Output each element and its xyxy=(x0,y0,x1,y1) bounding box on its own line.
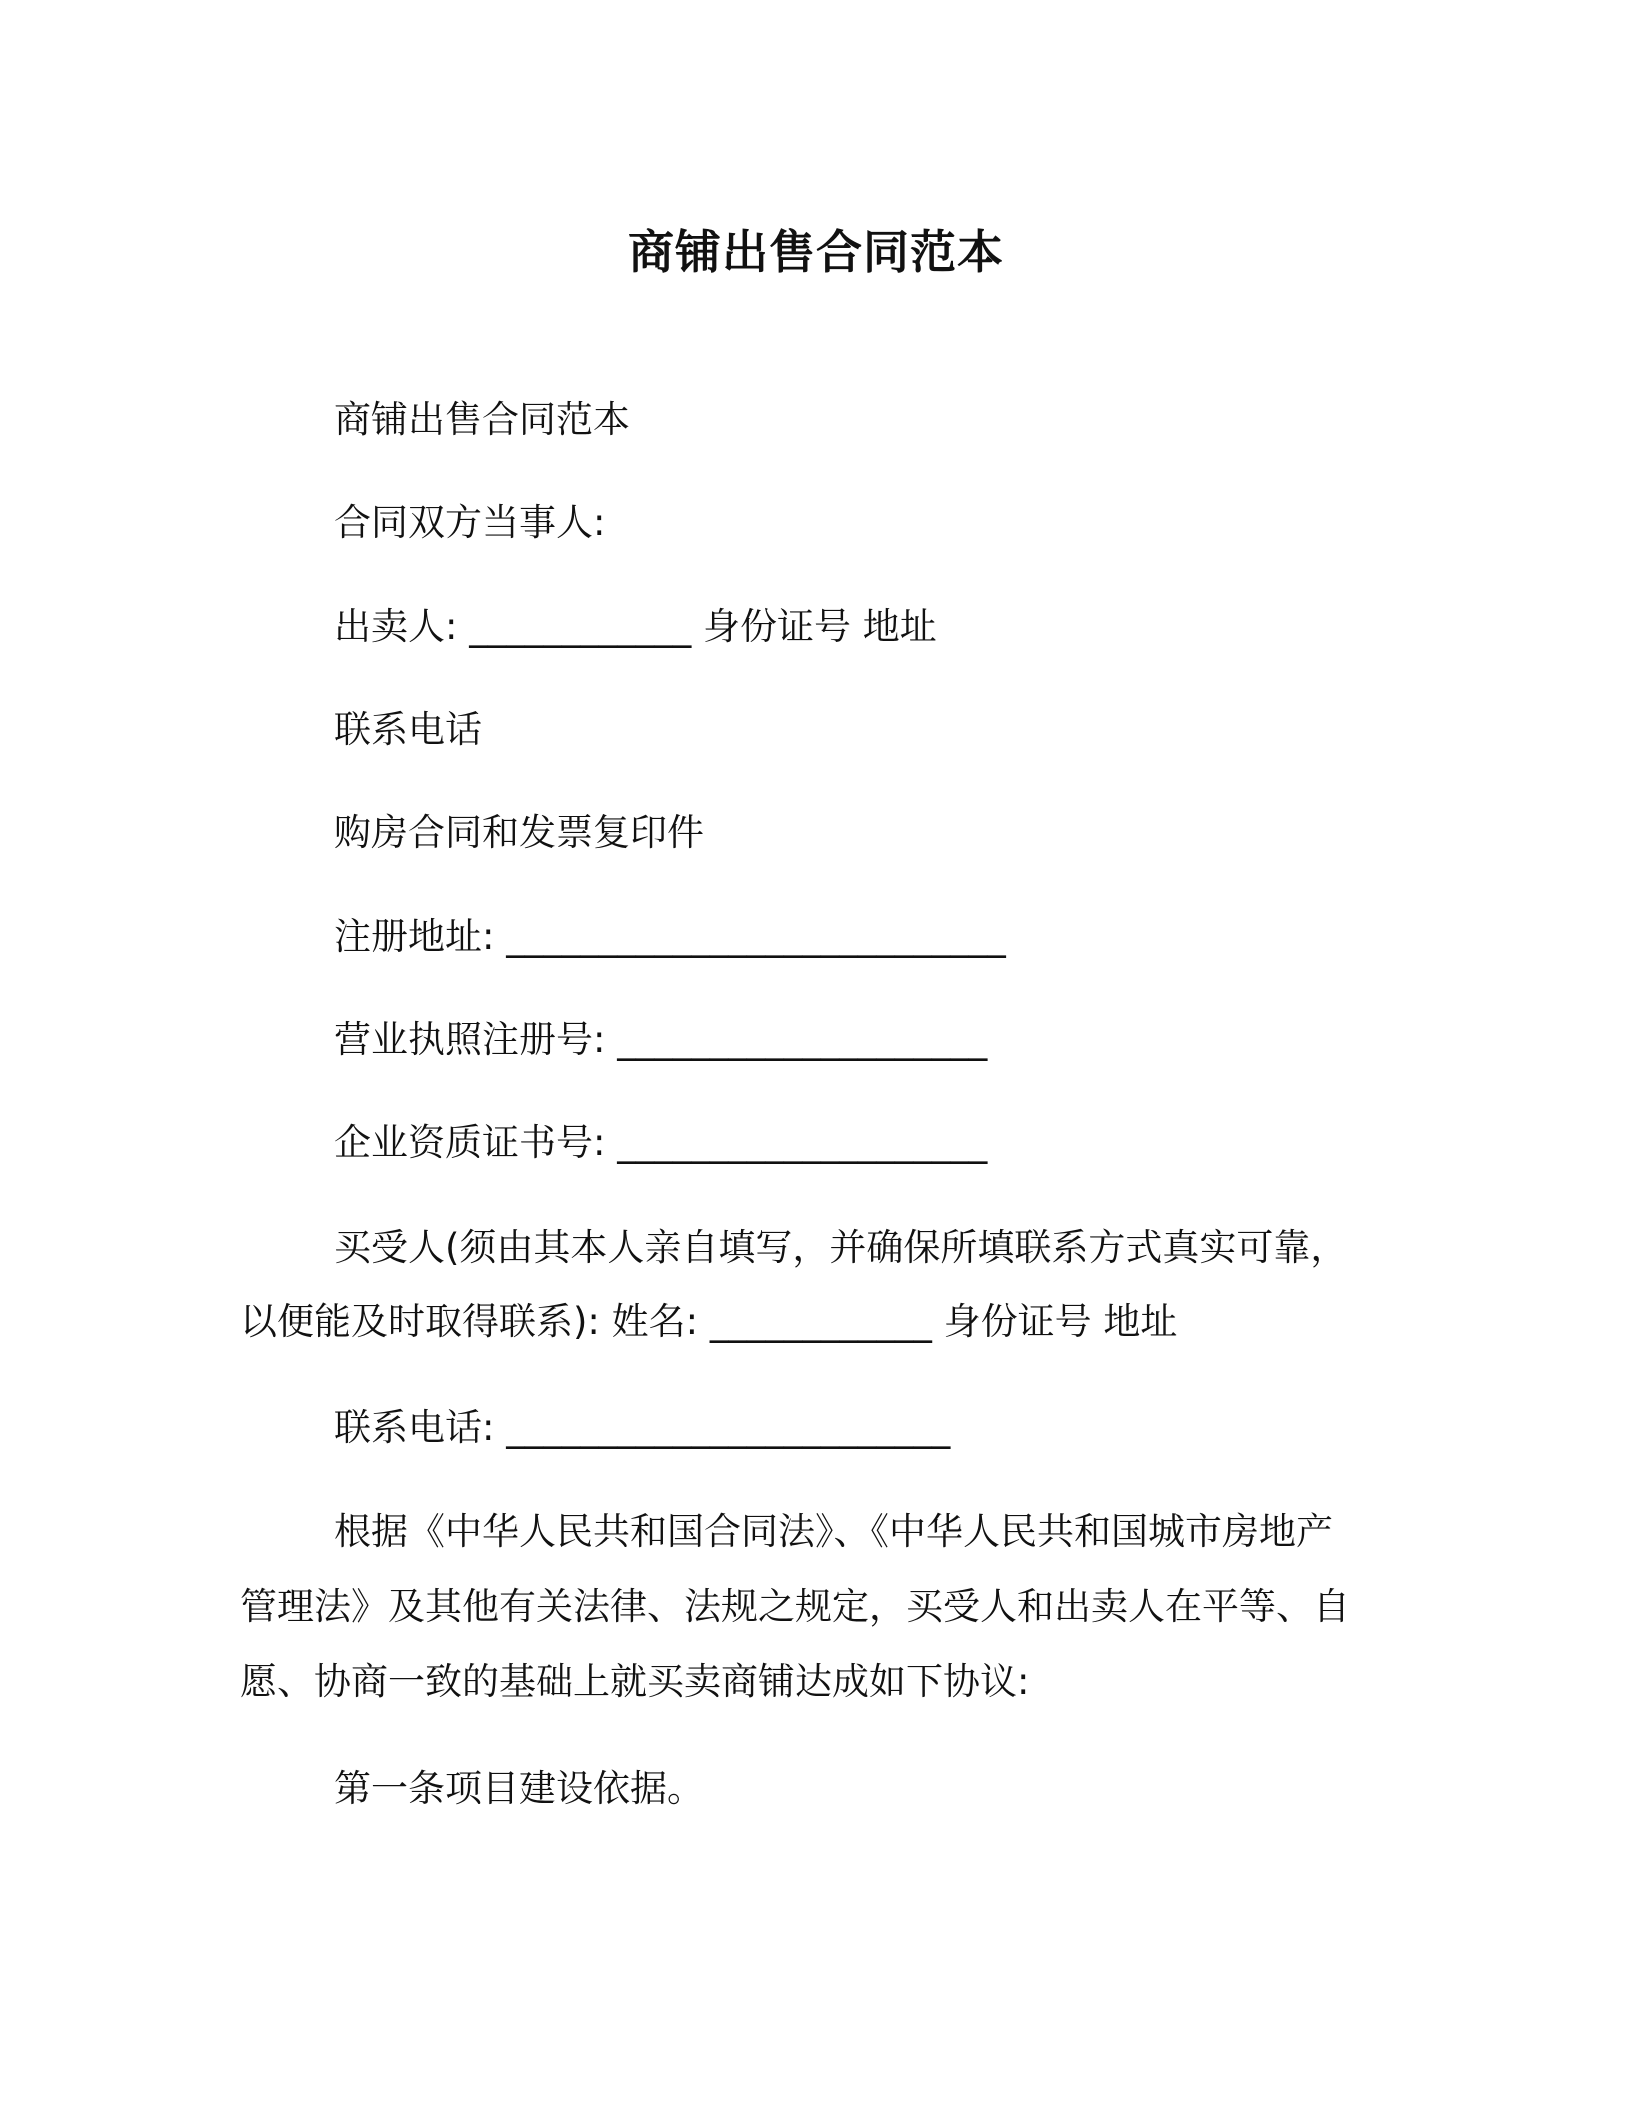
paragraph-legal-basis xyxy=(240,1506,1400,1708)
paragraph-article-1: 第一条项目建设依据。 xyxy=(334,1767,704,1810)
paragraph-seller-phone: 联系电话 xyxy=(334,708,482,751)
document-title: 商铺出售合同范本 xyxy=(628,225,1004,279)
basis-line-3: 愿、协商一致的基础上就买卖商铺达成如下协议: xyxy=(240,1660,1030,1703)
buyer-line-2: 以便能及时取得联系): 姓名: ____________ 身份证号 地址 xyxy=(240,1300,1178,1343)
basis-line-1: 根据《中华人民共和国合同法》、《中华人民共和国城市房地产 xyxy=(334,1510,1333,1553)
paragraph-qualification-cert: 企业资质证书号: ____________________ xyxy=(334,1121,988,1164)
paragraph-parties-heading: 合同双方当事人: xyxy=(334,501,606,544)
buyer-line-1: 买受人(须由其本人亲自填写，并确保所填联系方式真实可靠， xyxy=(334,1226,1348,1269)
basis-line-2: 管理法》及其他有关法律、法规之规定，买受人和出卖人在平等、自 xyxy=(240,1585,1350,1628)
paragraph-seller: 出卖人: ____________ 身份证号 地址 xyxy=(334,605,937,648)
paragraph-registered-address: 注册地址: ___________________________ xyxy=(334,915,1006,958)
paragraph-business-license: 营业执照注册号: ____________________ xyxy=(334,1018,988,1061)
paragraph-buyer-phone: 联系电话: ________________________ xyxy=(334,1406,951,1449)
paragraph-purchase-docs: 购房合同和发票复印件 xyxy=(334,811,704,854)
paragraph-buyer xyxy=(240,1222,1400,1348)
paragraph-subtitle: 商铺出售合同范本 xyxy=(334,398,630,441)
